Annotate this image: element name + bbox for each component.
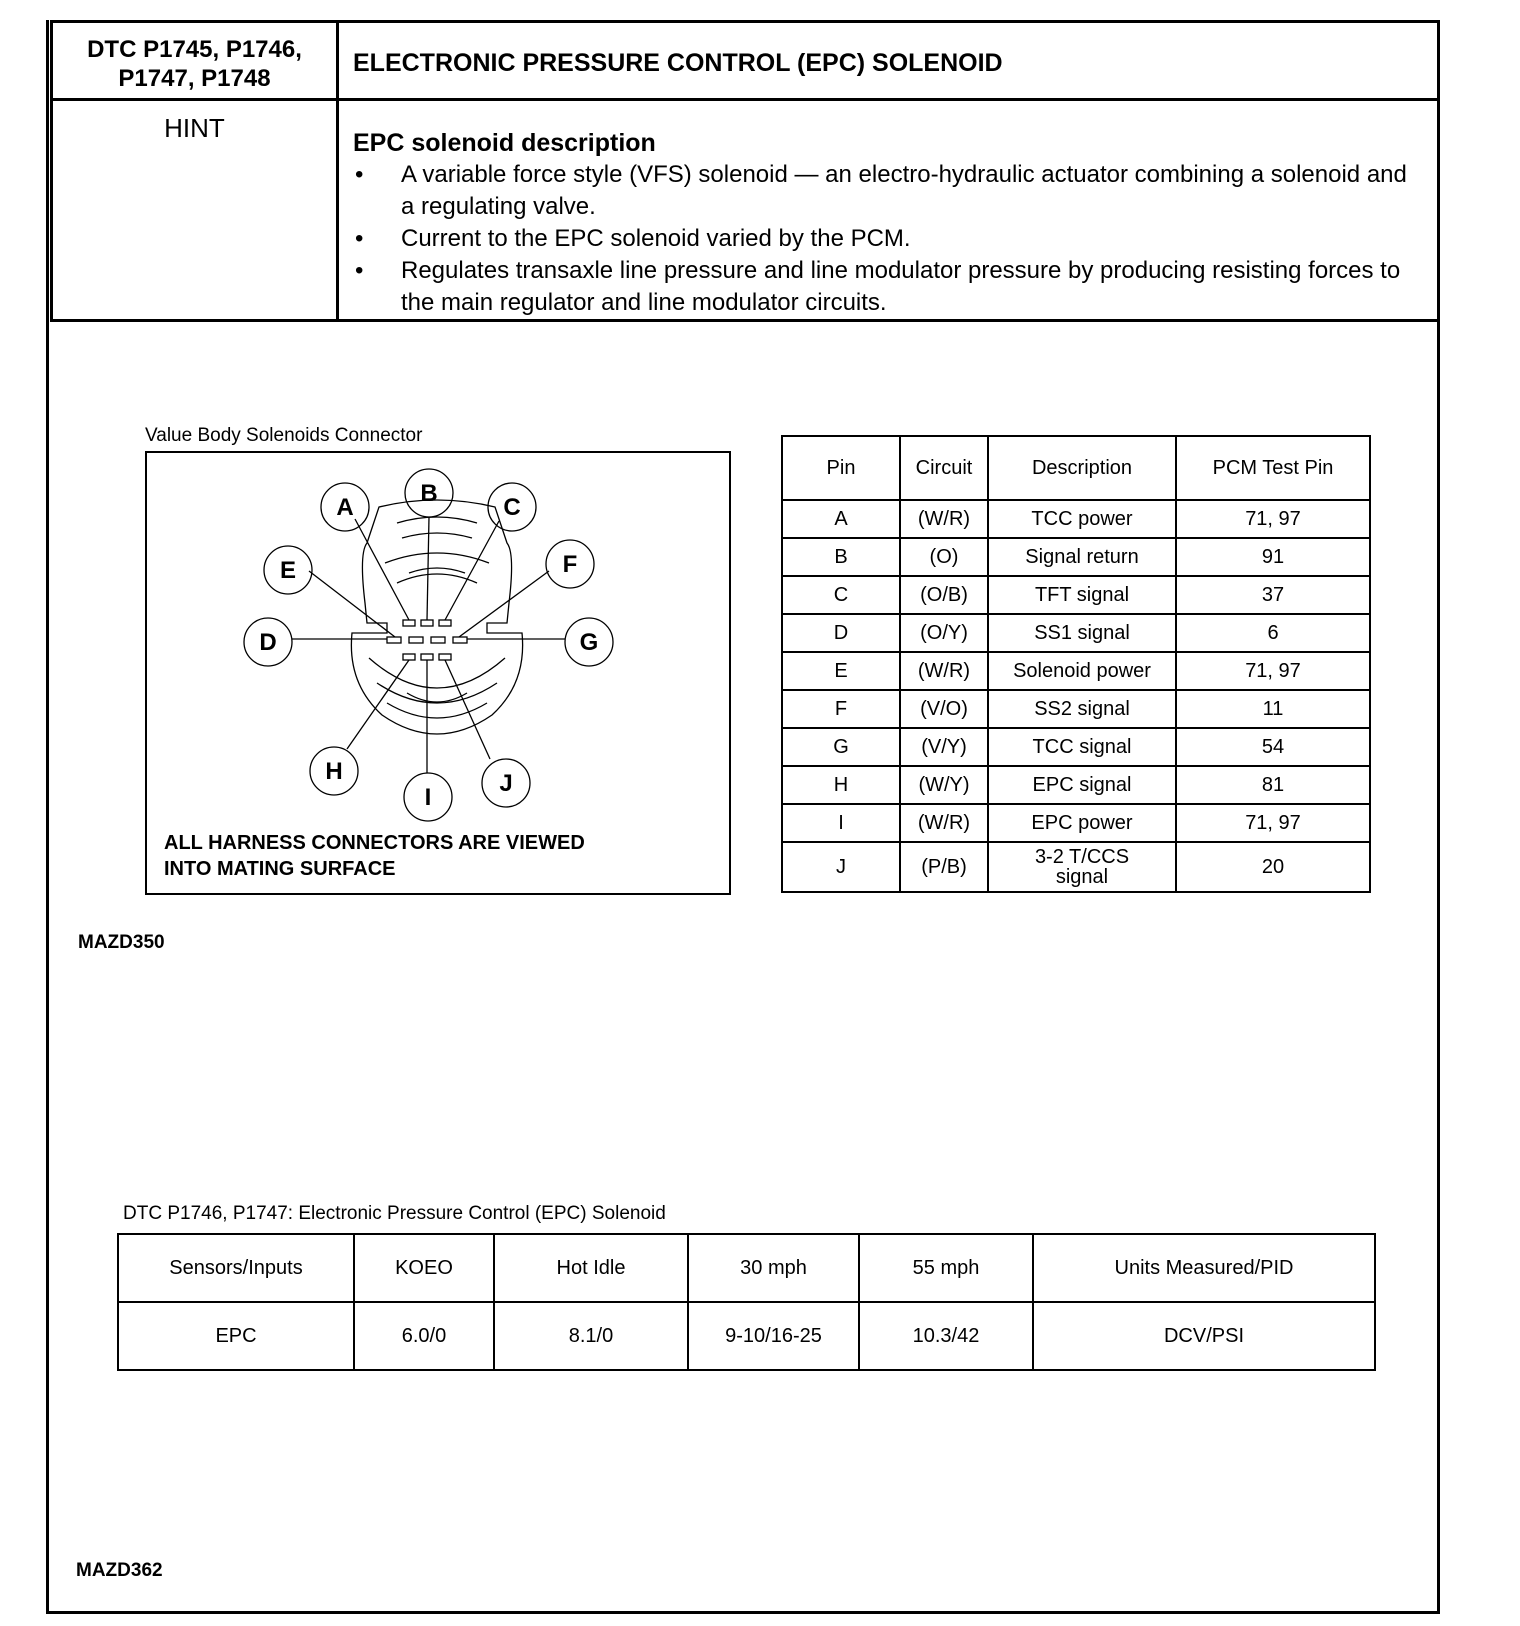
pin-label-i: I (424, 784, 432, 811)
list-item: • Regulates transaxle line pressure and line modulator pressure by producing resisting forces to the main regulator and line modulator circuits. (355, 257, 1401, 316)
table-row: F (V/O) SS2 signal 11 (782, 690, 1370, 728)
list-item: • Current to the EPC solenoid varied by the PCM. (355, 225, 911, 252)
pin-slot (421, 620, 433, 626)
epc-table-header: 55 mph (859, 1234, 1033, 1302)
hint-label: HINT (52, 100, 338, 321)
dtc-codes: DTC P1745, P1746, P1747, P1748 (87, 36, 302, 92)
pin-slot (409, 637, 423, 643)
table-row: G (V/Y) TCC signal 54 (782, 728, 1370, 766)
figure-code-1: MAZD350 (78, 932, 165, 953)
pin-label-g: G (579, 629, 599, 656)
epc-table-header: 30 mph (688, 1234, 859, 1302)
pin-table (781, 435, 1371, 893)
pin-slot (421, 654, 433, 660)
connector-caption: Value Body Solenoids Connector (145, 425, 423, 446)
header-table (50, 20, 1440, 322)
connector-arc (397, 574, 477, 583)
description-title: EPC solenoid description (353, 129, 656, 157)
table-row: D (O/Y) SS1 signal 6 (782, 614, 1370, 652)
pin-slot (403, 654, 415, 660)
pin-slot (453, 637, 467, 643)
page-title: ELECTRONIC PRESSURE CONTROL (EPC) SOLENOID (338, 22, 1439, 100)
epc-table-caption: DTC P1746, P1747: Electronic Pressure Control (EPC) Solenoid (123, 1203, 666, 1224)
connector-arc (387, 703, 487, 718)
list-item: • A variable force style (VFS) solenoid — an electro-hydraulic actuator combining a solenoid and a regulating valve. (355, 161, 1407, 220)
leader-line-h (347, 660, 409, 749)
pin-table-header: Circuit (900, 436, 988, 500)
epc-table-header: Sensors/Inputs (118, 1234, 354, 1302)
table-row: EPC 6.0/0 8.1/0 9-10/16-25 10.3/42 DCV/PSI (118, 1302, 1375, 1370)
table-row: B (O) Signal return 91 (782, 538, 1370, 576)
pin-label-f: F (562, 551, 578, 578)
connector-outline (351, 500, 522, 734)
description-cell (338, 100, 1439, 321)
dtc-codes-cell (52, 22, 338, 100)
pin-label-d: D (259, 629, 277, 656)
pin-slot (403, 620, 415, 626)
table-row: I (W/R) EPC power 71, 97 (782, 804, 1370, 842)
figure-code-2: MAZD362 (76, 1560, 163, 1581)
pin-table-header: PCM Test Pin (1176, 436, 1370, 500)
pin-slot (439, 654, 451, 660)
pin-table-header: Description (988, 436, 1176, 500)
connector-arc (397, 517, 477, 523)
pin-slot (439, 620, 451, 626)
leader-line-a (355, 519, 409, 620)
epc-table (117, 1233, 1376, 1371)
table-row: C (O/B) TFT signal 37 (782, 576, 1370, 614)
connector-arc (409, 568, 465, 573)
connector-diagram (145, 451, 731, 895)
description-list (353, 159, 1423, 319)
pin-table-header: Pin (782, 436, 900, 500)
pin-label-c: C (503, 494, 521, 521)
table-row: H (W/Y) EPC signal 81 (782, 766, 1370, 804)
connector-note-line1: ALL HARNESS CONNECTORS ARE VIEWED (164, 832, 585, 854)
pin-label-j: J (499, 770, 513, 797)
leader-line-c (445, 521, 499, 620)
table-row: A (W/R) TCC power 71, 97 (782, 500, 1370, 538)
epc-table-header: Units Measured/PID (1033, 1234, 1375, 1302)
connector-svg (147, 453, 729, 893)
table-row: J (P/B) 3-2 T/CCS signal 20 (782, 842, 1370, 892)
connector-arc (377, 683, 497, 703)
connector-note-line2: INTO MATING SURFACE (164, 858, 396, 880)
table-row: E (W/R) Solenoid power 71, 97 (782, 652, 1370, 690)
pin-label-a: A (336, 494, 354, 521)
pin-label-b: B (420, 480, 438, 507)
connector-arc (385, 553, 489, 563)
pin-slot (431, 637, 445, 643)
epc-table-header: KOEO (354, 1234, 494, 1302)
epc-table-header: Hot Idle (494, 1234, 688, 1302)
connector-arc (369, 658, 505, 688)
leader-line-e (309, 571, 395, 637)
pin-label-h: H (325, 758, 343, 785)
connector-arc (402, 533, 472, 538)
pin-label-e: E (279, 557, 297, 584)
pin-slot (387, 637, 401, 643)
